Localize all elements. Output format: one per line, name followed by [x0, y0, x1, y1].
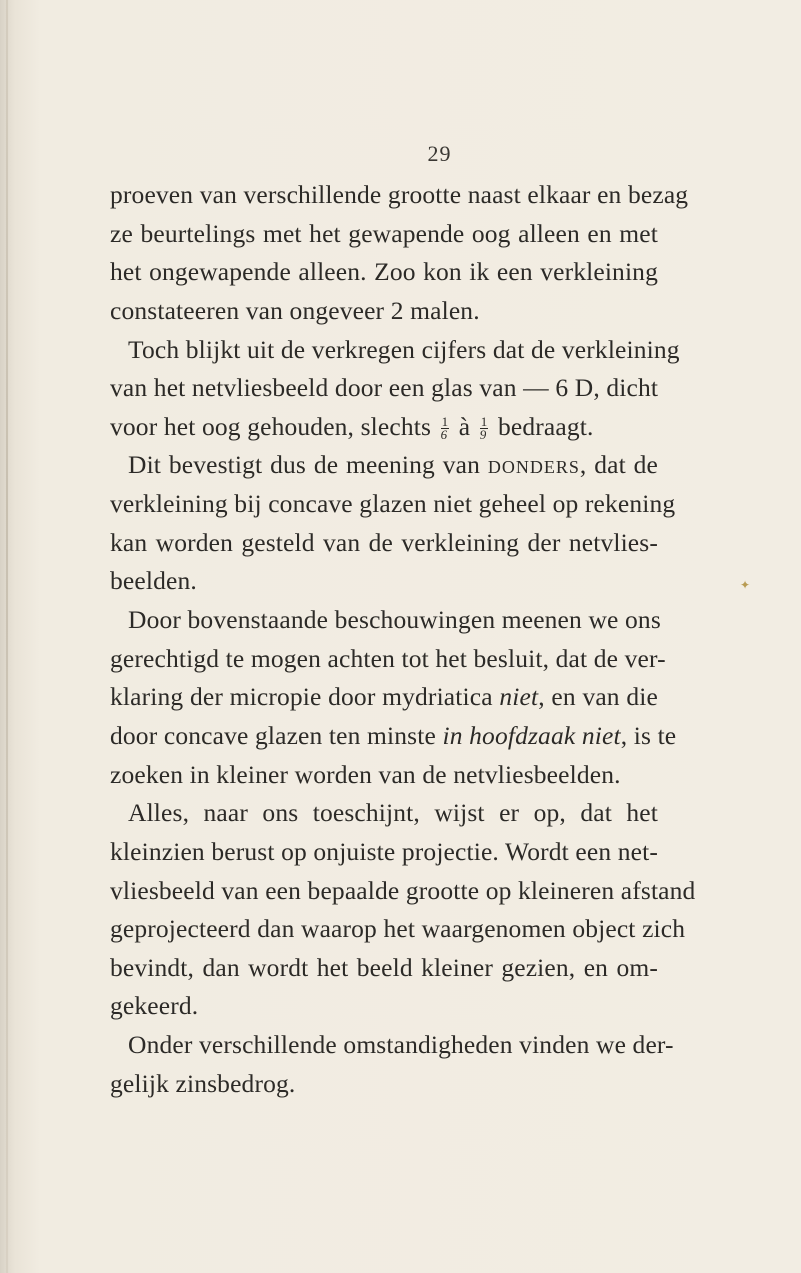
text-line: kleinzien berust op onjuiste projectie. Wordt een net- — [110, 836, 658, 866]
fraction-denominator: 6 — [440, 427, 448, 443]
text-line: gerechtigd te mogen achten tot het besluit, dat de ver- — [110, 643, 666, 673]
text-segment: bedraagt. — [497, 411, 594, 441]
fraction-numerator: 1 — [480, 414, 488, 430]
page-number: 29 — [427, 141, 452, 166]
text-line: het ongewapende alleen. Zoo kon ik een verkleining — [110, 257, 658, 287]
text-segment: voor het oog gehouden, slechts — [110, 411, 432, 441]
text-line: verkleining bij concave glazen niet geheel op rekening — [110, 489, 676, 519]
text-line-with-italic — [110, 717, 677, 756]
author-name: donders — [487, 450, 580, 480]
italic-emphasis: niet — [499, 682, 539, 712]
body-text — [110, 176, 696, 1103]
text-line: ze beurtelings met het gewapende oog alleen en met — [110, 218, 658, 248]
text-line-with-name — [110, 446, 658, 485]
fraction-denominator: 9 — [479, 427, 487, 443]
text-line: vliesbeeld van een bepaalde grootte op kleineren afstand — [110, 875, 696, 905]
text-line: kan worden gesteld van de verkleining der netvlies- — [110, 527, 658, 557]
text-line: Onder verschillende omstandigheden vinden we der- — [128, 1030, 674, 1060]
fraction — [480, 416, 489, 441]
page-binding-edge — [6, 0, 8, 1273]
text-line: gekeerd. — [110, 991, 199, 1021]
text-segment: , is te — [620, 720, 677, 750]
text-line: Door bovenstaande beschouwingen meenen we ons — [128, 605, 661, 635]
text-line: constateeren van ongeveer 2 malen. — [110, 295, 480, 325]
text-segment: , en van die — [538, 682, 658, 712]
paper-stain-mark: ✦ — [740, 578, 751, 592]
text-line: Toch blijkt uit de verkregen cijfers dat de verkleining — [128, 334, 680, 364]
text-line: bevindt, dan wordt het beeld kleiner gezien, en om- — [110, 952, 658, 982]
fraction-numerator: 1 — [441, 414, 449, 430]
text-line: beelden. — [110, 566, 197, 596]
text-segment: à — [458, 411, 471, 441]
text-segment: Dit bevestigt dus de meening van — [128, 450, 480, 480]
italic-emphasis: in hoofdzaak niet — [442, 720, 621, 750]
text-line: Alles, naar ons toeschijnt, wijst er op, dat het — [128, 798, 658, 828]
fraction — [441, 416, 450, 441]
text-line: van het netvliesbeeld door een glas van — 6 D, dicht — [110, 373, 659, 403]
text-line: zoeken in kleiner worden van de netvliesbeelden. — [110, 759, 621, 789]
text-segment: , dat de — [579, 450, 659, 480]
text-line: proeven van verschillende grootte naast elkaar en bezag — [110, 180, 689, 209]
text-line-with-italic — [110, 678, 658, 717]
text-line: gelijk zinsbedrog. — [110, 1068, 296, 1098]
text-segment: door concave glazen ten minste — [110, 720, 436, 750]
text-segment: klaring der micropie door mydriatica — [110, 682, 493, 712]
text-line: geprojecteerd dan waarop het waargenomen object zich — [110, 914, 686, 944]
text-line-with-fractions — [110, 408, 658, 447]
